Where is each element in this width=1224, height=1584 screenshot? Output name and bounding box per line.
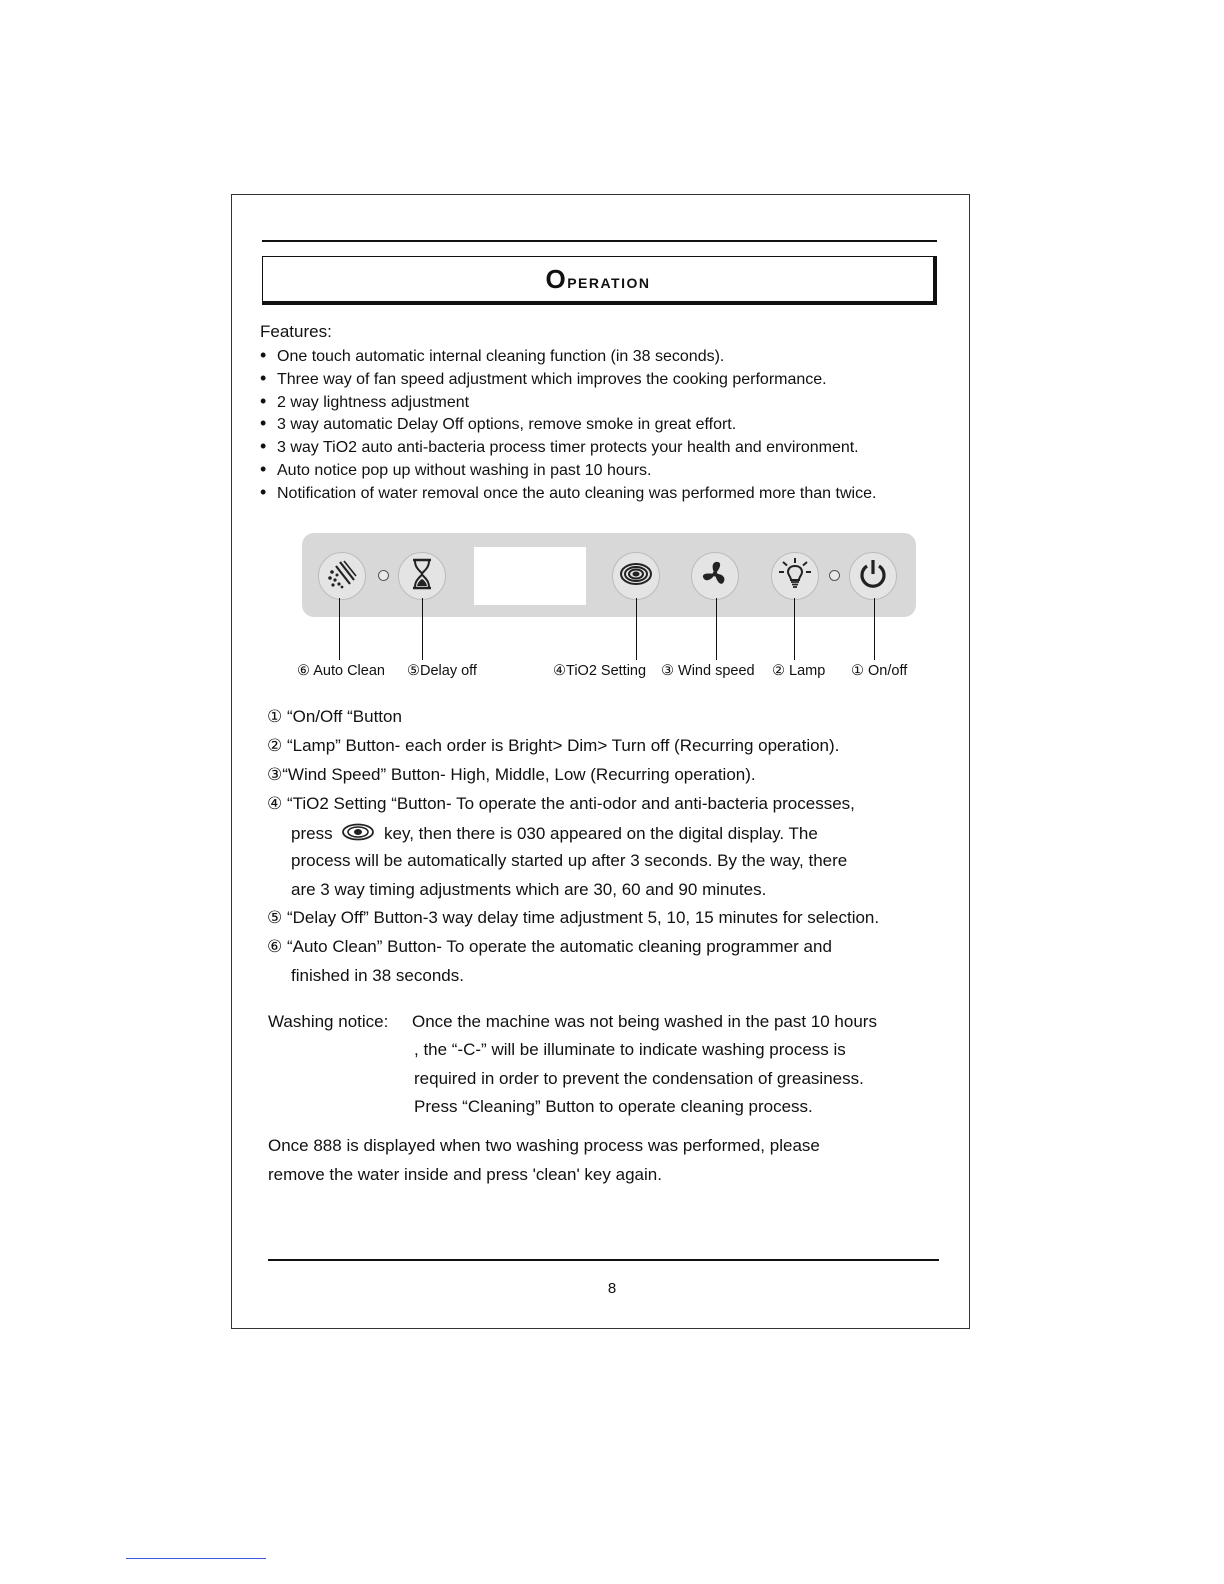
indicator-led: [829, 570, 840, 581]
tio2-inline-icon: [341, 823, 375, 846]
tio2-setting-button[interactable]: [612, 552, 660, 600]
features-label: Features:: [260, 322, 332, 341]
leader-line: [794, 598, 795, 660]
washing-notice-line: Press “Cleaning” Button to operate cleaning process.: [414, 1097, 813, 1116]
caption-wind-speed: ③ Wind speed: [661, 663, 755, 679]
section-title-box: [262, 256, 937, 305]
instruction-line: finished in 38 seconds.: [291, 966, 464, 985]
caption-lamp: ② Lamp: [772, 663, 826, 679]
footer-link-line: [126, 1558, 266, 1559]
instruction-line: ① “On/Off “Button: [267, 707, 402, 726]
list-item: • One touch automatic internal cleaning function (in 38 seconds).: [260, 344, 876, 367]
section-title: Operation: [545, 263, 651, 294]
indicator-led: [378, 570, 389, 581]
auto-clean-icon: [326, 558, 358, 595]
list-item: • 3 way automatic Delay Off options, remove smoke in great effort.: [260, 412, 876, 435]
fan-icon: [699, 558, 731, 595]
list-item: • Three way of fan speed adjustment which improves the cooking performance.: [260, 367, 876, 390]
water-notice-line: remove the water inside and press 'clean' key again.: [268, 1165, 662, 1184]
water-notice-line: Once 888 is displayed when two washing process was performed, please: [268, 1136, 820, 1155]
washing-notice-line: required in order to prevent the condensation of greasiness.: [414, 1069, 864, 1088]
lamp-button[interactable]: [771, 552, 819, 600]
caption-auto-clean: ⑥ Auto Clean: [297, 663, 385, 679]
instruction-line: [291, 823, 818, 846]
bottom-rule: [268, 1259, 939, 1261]
instruction-line: ③“Wind Speed” Button- High, Middle, Low (Recurring operation).: [267, 765, 756, 784]
wind-speed-button[interactable]: [691, 552, 739, 600]
page-number: 8: [607, 1280, 617, 1297]
features-list: [260, 344, 876, 504]
auto-clean-button[interactable]: [318, 552, 366, 600]
leader-line: [636, 598, 637, 660]
power-icon: [857, 557, 889, 596]
delay-off-button[interactable]: [398, 552, 446, 600]
digital-display: [474, 547, 586, 605]
instruction-text: press: [291, 823, 333, 843]
list-item: • 2 way lightness adjustment: [260, 390, 876, 413]
list-item: • 3 way TiO2 auto anti-bacteria process timer protects your health and environment.: [260, 435, 876, 458]
leader-line: [716, 598, 717, 660]
instruction-line: ② “Lamp” Button- each order is Bright> Dim> Turn off (Recurring operation).: [267, 736, 840, 755]
top-rule: [262, 240, 937, 242]
hourglass-icon: [408, 557, 436, 596]
tio2-icon: [619, 561, 653, 592]
caption-delay-off: ⑤Delay off: [407, 663, 477, 679]
instruction-line: ④ “TiO2 Setting “Button- To operate the anti-odor and anti-bacteria processes,: [267, 794, 855, 813]
washing-notice-line: , the “-C-” will be illuminate to indicate washing process is: [414, 1040, 846, 1059]
caption-on-off: ① On/off: [851, 663, 908, 679]
instruction-text: key, then there is 030 appeared on the digital display. The: [384, 823, 818, 843]
instruction-line: process will be automatically started up after 3 seconds. By the way, there: [291, 851, 848, 870]
list-item: • Auto notice pop up without washing in past 10 hours.: [260, 458, 876, 481]
instruction-line: are 3 way timing adjustments which are 30, 60 and 90 minutes.: [291, 880, 767, 899]
leader-line: [339, 598, 340, 660]
on-off-button[interactable]: [849, 552, 897, 600]
instruction-line: ⑤ “Delay Off” Button-3 way delay time adjustment 5, 10, 15 minutes for selection.: [267, 908, 880, 927]
caption-tio2-setting: ④TiO2 Setting: [553, 663, 647, 679]
control-panel: [302, 533, 916, 617]
lamp-icon: [778, 557, 812, 596]
washing-notice-line: Once the machine was not being washed in the past 10 hours: [412, 1012, 877, 1031]
leader-line: [422, 598, 423, 660]
instruction-line: ⑥ “Auto Clean” Button- To operate the automatic cleaning programmer and: [267, 937, 832, 956]
leader-line: [874, 598, 875, 660]
washing-notice-label: Washing notice:: [268, 1012, 389, 1031]
list-item: • Notification of water removal once the auto cleaning was performed more than twice.: [260, 481, 876, 504]
